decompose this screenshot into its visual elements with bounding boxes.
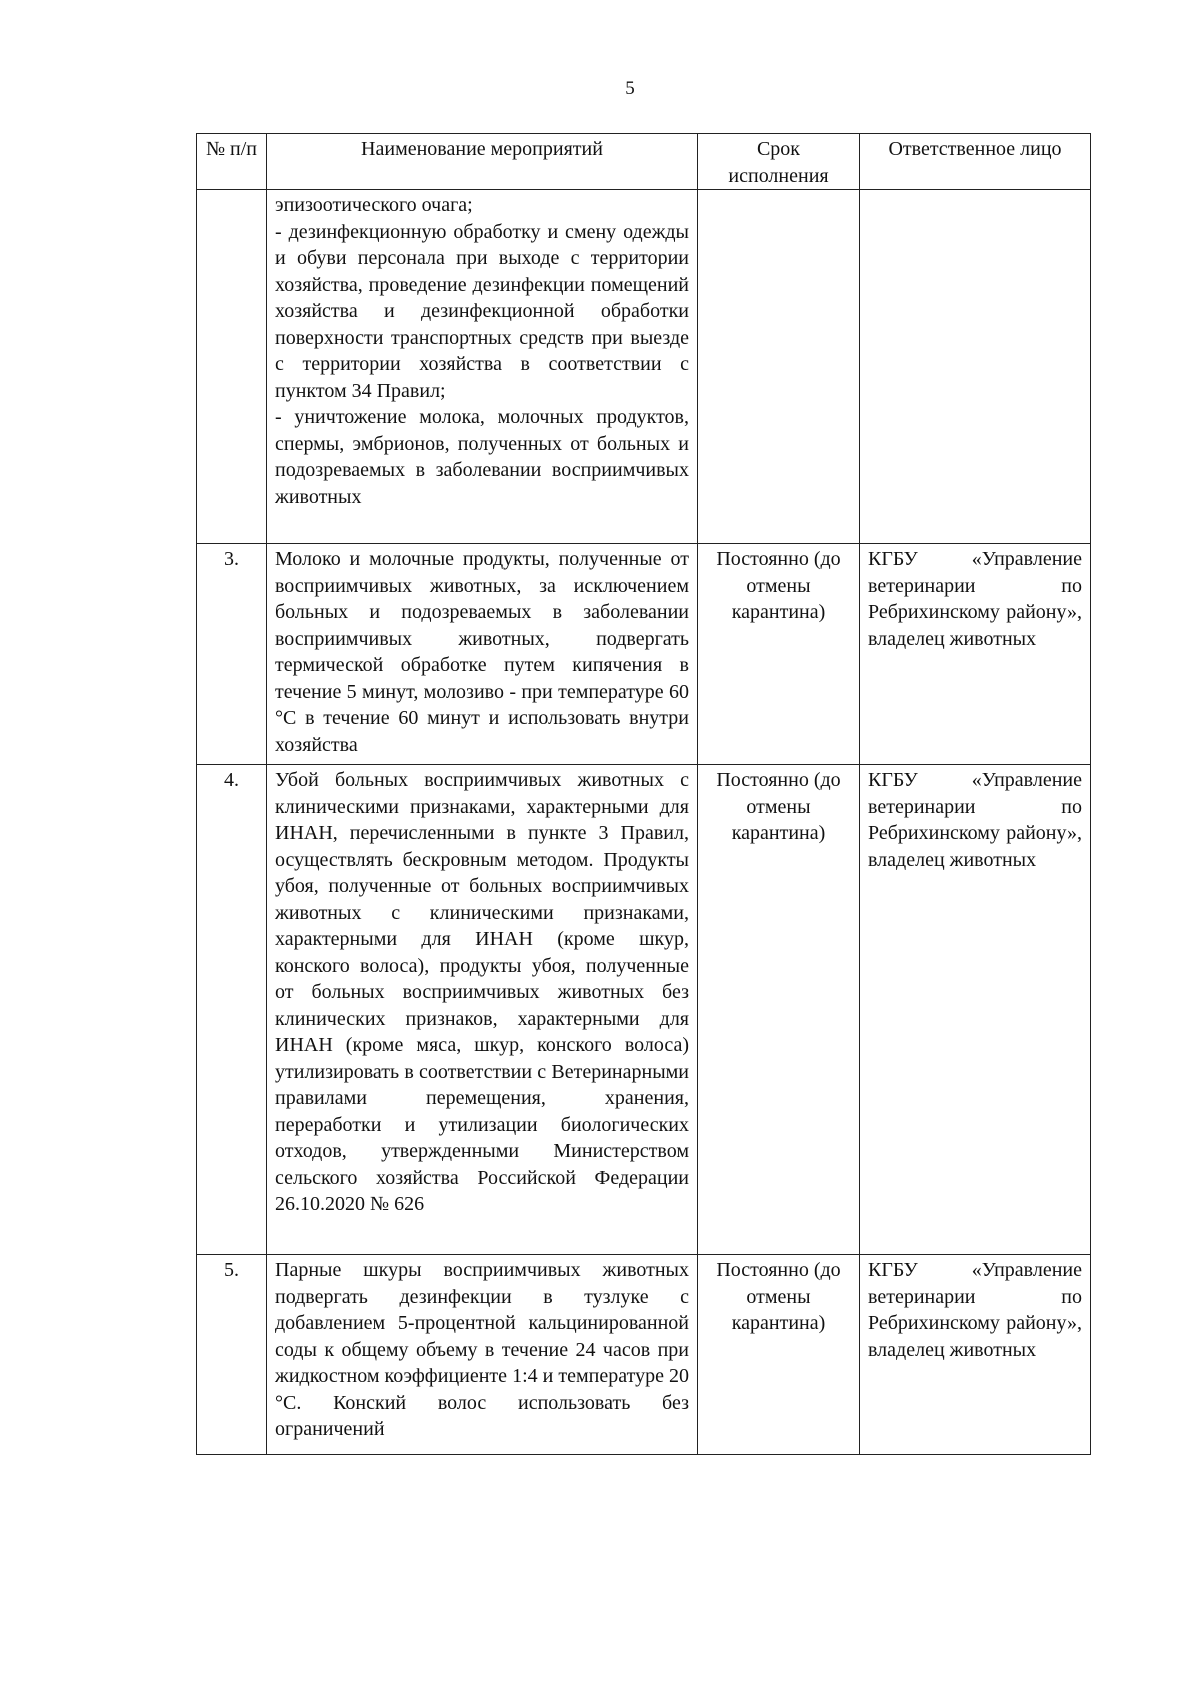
row-name: эпизоотического очага; - дезинфекционную обработку и смену одежды и обуви персонала при выходе с территории хозяйства, проведение дезинфекции помещений хозяйства и дезинфекционной обработки поверхности транспортных средств при выезде с территории хозяйства в соответствии с пунктом 34 Правил; - уничтожение молока, молочных продуктов, спермы, эмбрионов, полученных от больных и подозреваемых в заболевании восприимчивых животных — [267, 190, 698, 544]
row-num: 4. — [197, 765, 267, 1255]
table-header-row — [197, 134, 1091, 190]
table-row — [197, 190, 1091, 544]
row-term: Постоянно (до отмены карантина) — [698, 1255, 860, 1455]
row-num — [197, 190, 267, 544]
header-responsible: Ответственное лицо — [860, 134, 1091, 190]
row-term: Постоянно (до отмены карантина) — [698, 765, 860, 1255]
row-responsible: КГБУ «Управление ветеринарии по Ребрихинскому району», владелец животных — [860, 765, 1091, 1255]
page-number: 5 — [625, 78, 635, 99]
row-responsible — [860, 190, 1091, 544]
header-term: Срок исполнения — [698, 134, 860, 190]
header-num: № п/п — [197, 134, 267, 190]
row-responsible: КГБУ «Управление ветеринарии по Ребрихинскому району», владелец животных — [860, 544, 1091, 765]
header-name: Наименование мероприятий — [267, 134, 698, 190]
table-row — [197, 544, 1091, 765]
row-num: 3. — [197, 544, 267, 765]
row-num: 5. — [197, 1255, 267, 1455]
measures-table — [196, 133, 1091, 1455]
row-name: Убой больных восприимчивых животных с клиническими признаками, характерными для ИНАН, перечисленными в пункте 3 Правил, осуществлять бескровным методом. Продукты убоя, полученные от больных восприимчивых животных с клиническими признаками, характерными для ИНАН (кроме шкур, конского волоса), продукты убоя, полученные от больных восприимчивых животных без клинических признаков, характерными для ИНАН (кроме мяса, шкур, конского волоса) утилизировать в соответствии с Ветеринарными правилами перемещения, хранения, переработки и утилизации биологических отходов, утвержденными Министерством сельского хозяйства Российской Федерации 26.10.2020 № 626 — [267, 765, 698, 1255]
row-name: Молоко и молочные продукты, полученные от восприимчивых животных, за исключением больных и подозреваемых в заболевании восприимчивых животных, подвергать термической обработке путем кипячения в течение 5 минут, молозиво - при температуре 60 °С в течение 60 минут и использовать внутри хозяйства — [267, 544, 698, 765]
row-name: Парные шкуры восприимчивых животных подвергать дезинфекции в тузлуке с добавлением 5-процентной кальцинированной соды к общему объему в течение 24 часов при жидкостном коэффициенте 1:4 и температуре 20 °С. Конский волос использовать без ограничений — [267, 1255, 698, 1455]
row-term: Постоянно (до отмены карантина) — [698, 544, 860, 765]
row-term — [698, 190, 860, 544]
table-row — [197, 765, 1091, 1255]
row-responsible: КГБУ «Управление ветеринарии по Ребрихинскому району», владелец животных — [860, 1255, 1091, 1455]
table-row — [197, 1255, 1091, 1455]
